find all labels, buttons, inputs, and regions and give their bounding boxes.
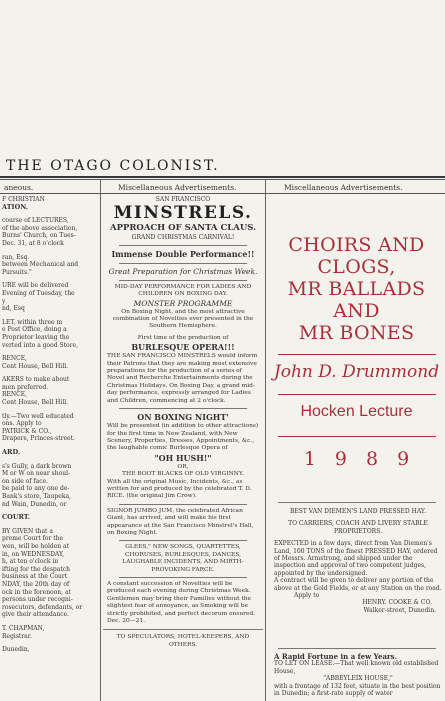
left-column-line: NDAY, the 20th day of: [2, 580, 70, 588]
left-column-line: ATION.: [2, 202, 29, 211]
ad-heading: APPROACH OF SANTA CLAUS.: [109, 223, 257, 234]
ad-line: On Boxing Night, and the most attractive combination of Novelties ever presented in the Southern Hemisphere.: [112, 308, 254, 330]
ad-line: Apply to: [294, 592, 320, 600]
colhead-rule: [0, 193, 445, 194]
left-column-line: be paid to any one de-: [2, 485, 70, 493]
separator: [119, 245, 247, 246]
left-column-line: Dec. 31, at 8 o'clock: [2, 239, 64, 247]
left-column-line: h, at ten o'clock in: [2, 558, 59, 566]
left-column-line: rosecutors, defendants, or: [2, 603, 83, 611]
left-column-line: nd Wain, Dunedin, or: [2, 500, 67, 508]
author-rule: [278, 394, 436, 395]
left-column-line: Proprietor leaving the: [2, 333, 70, 341]
lecture-name: Hocken Lecture: [300, 403, 413, 420]
left-column-line: nd, Esq: [2, 305, 25, 313]
ad-body: A contract will be given to deliver any portion of the above at the Gold Fields, or at any Station on the road.: [274, 577, 442, 592]
left-column-line: Cent House, Bell Hill.: [2, 362, 69, 370]
left-column-line: Burns' Church, on Tues-: [2, 232, 76, 240]
left-column-line: ifting for the despatch: [2, 565, 70, 573]
separator: [119, 540, 247, 541]
left-column-line: ran, Esq.: [2, 253, 30, 261]
ad-body: Will be presented (in addition to other attractions) for the first time in New Zealand, with New Scenery, Properties, Dresses, Appointments, &c., the laughable comic Burlesque Opera of: [107, 423, 259, 452]
ad-heading: BURLESQUE OPERA!!!: [131, 342, 235, 353]
left-column-line: ock in the forenoon, at: [2, 588, 71, 596]
left-column-line: Cent House, Bell Hill.: [2, 399, 69, 407]
separator: [119, 263, 247, 264]
ad-body: EXPECTED in a few days, direct from Van Diemen's Land, 100 TONS of the finest PRESSED HAY, ordered of Messrs. Armstrong, and shipped under the inspection and approval of two competent judges, appointed by the undersigned.: [274, 540, 438, 577]
left-column-line: Bank's store, Taupeka,: [2, 493, 71, 500]
ad-rule: [278, 648, 436, 649]
ad-body: THE SAN FRANCISCO MINSTRELS would inform their Patrons that they are making most extensive preparations for the production of a series of Novel and Recherche Entertainments during the Christmas Holidays. On Boxing Day, a grand mid-day performance, expressly arranged for Ladies and Children, commencing at 2 o'clock.: [107, 353, 258, 404]
left-column-line: ons. Apply to: [2, 420, 42, 428]
ad-line: First time of the production of: [137, 334, 229, 341]
column-head-middle: Miscellaneous Advertisements.: [118, 183, 237, 192]
left-column-line: tly.—Two well educated: [2, 412, 74, 420]
column-divider: [265, 180, 266, 701]
ad-subheading: TO CARRIERS, COACH AND LIVERY STABLE PROPRIETORS.: [288, 520, 428, 535]
separator: [119, 577, 247, 578]
ad-signature: Walker-street, Dunedin.: [363, 606, 436, 614]
ad-line: THE BOOT BLACKS OF OLD VIRGINNY.: [122, 471, 244, 478]
left-column-line: Evening of Tuesday, the: [2, 289, 75, 297]
ad-line: TO SPECULATORS, HOTEL-KEEPERS, AND OTHERS.: [116, 634, 250, 648]
left-column-line: URE will be delivered: [2, 282, 69, 290]
left-column: [0, 196, 98, 701]
left-column-line: business at the Court: [2, 573, 68, 581]
left-column-line: AKERS to make about: [2, 376, 70, 384]
ad-body: TO LET ON LEASE.—That well known old established House,: [274, 660, 439, 675]
column-divider: [100, 180, 101, 701]
ad-body: With all the original Music, Incidents, &c., as written for and produced by the celebrated T. D. RICE. (the original Jim Crow).: [107, 478, 252, 500]
ad-line: SAN FRANCISCO: [155, 196, 211, 203]
left-column-line: give their attendance.: [2, 611, 70, 619]
ad-line: Great Preparation for Christmas Week.: [108, 266, 258, 276]
left-column-line: preme Court for the: [2, 535, 64, 543]
ad-heading: MONSTER PROGRAMME: [133, 298, 233, 308]
left-column-line: Registrar.: [2, 632, 32, 640]
masthead-rule-thin: [0, 179, 445, 180]
book-title: [268, 234, 445, 344]
left-column-line: y: [2, 297, 6, 305]
ad-line: MID-DAY PERFORMANCE FOR LADIES AND CHILDREN ON BOXING DAY.: [114, 283, 252, 298]
ad-line: OR,: [177, 463, 189, 470]
author-name: John D. Drummond: [273, 362, 440, 382]
ad-line: GRAND CHRISTMAS CARNIVAL!: [131, 234, 235, 242]
lecture-rule: [278, 436, 436, 437]
title-line: CHOIRS AND: [288, 234, 425, 256]
ad-line: Dec. 20—21.: [107, 618, 146, 625]
separator: [119, 280, 247, 281]
separator: [119, 408, 247, 409]
ad-heading: "OH HUSH!": [154, 452, 212, 463]
title-line: MR BALLADS: [287, 278, 426, 300]
middle-column: [103, 196, 263, 701]
publication-year: 1989: [303, 448, 429, 470]
left-column-line: F CHRISTIAN: [2, 196, 45, 203]
left-column-line: RENCE,: [2, 355, 28, 363]
column-head-left: aneous.: [4, 183, 34, 192]
title-rule: [278, 354, 436, 355]
separator: [103, 629, 263, 630]
left-column-line: verted into a good Store,: [2, 341, 78, 349]
left-column-line: between Mechanical and: [2, 261, 79, 269]
separator: [119, 504, 247, 505]
left-column-line: s's Gully, a dark brown: [2, 462, 72, 470]
left-column-line: course of LECTURES,: [2, 217, 69, 225]
ad-heading: BEST VAN DIEMEN'S LAND PRESSED HAY.: [289, 508, 427, 515]
newspaper-masthead: [0, 158, 445, 178]
lease-advertisement: [274, 653, 442, 697]
left-column-line: men preferred.: [2, 383, 49, 391]
ad-body: Gentlemen may bring their Families without the slightest fear of annoyance, as Smoking will be strictly prohibited, and perfect decorum ensured.: [107, 595, 256, 617]
left-column-line: PATRICK & CO.,: [2, 427, 52, 435]
minstrels-heading: MINSTRELS.: [113, 203, 253, 224]
left-column-line: persons under recogni-: [2, 596, 73, 604]
left-column-line: in, on WEDNESDAY,: [2, 550, 65, 558]
ad-heading: "ABBEYLEIX HOUSE,": [323, 675, 393, 683]
left-column-line: COURT.: [2, 513, 31, 522]
right-column: [268, 196, 445, 701]
left-column-line: LET, within three m: [2, 318, 63, 326]
masthead-name: THE OTAGO COLONIST.: [6, 158, 220, 174]
ad-body: SIGNOR JUMBO JUM, the celebrated African Giant, has arrived, and will make his first appearance at the San Francisco Minstrel's Hall, on Boxing Night.: [107, 507, 254, 536]
left-column-line: wen, will be holden at: [2, 542, 70, 550]
masthead-rule: [0, 176, 445, 178]
left-column-line: on side of face.: [2, 477, 49, 485]
left-column-line: Drapers, Princes-street.: [2, 435, 75, 443]
hay-advertisement: [274, 508, 442, 614]
ad-signature: HENRY. COOKE & CO.: [362, 599, 432, 607]
left-column-line: BY GIVEN that a: [2, 527, 53, 535]
ad-body: with a frontage of 132 feet, situate in the best position in Dunedin; a first-rate supply of water: [274, 682, 441, 698]
title-line: CLOGS,: [317, 256, 396, 278]
column-head-right: Miscellaneous Advertisements.: [284, 183, 403, 192]
ad-heading: A Rapid Fortune in a few Years.: [274, 652, 398, 661]
left-column-line: RENCE,: [2, 391, 28, 399]
ad-body: A constant succession of Novelties will be produced each evening during Christmas Week.: [107, 581, 251, 595]
left-column-line: M or W on near shoul-: [2, 470, 71, 478]
ad-rule: [278, 502, 436, 503]
ad-heading: ON BOXING NIGHT': [137, 412, 229, 423]
title-line: AND: [333, 300, 380, 322]
left-column-line: Pursuits.": [2, 268, 32, 276]
left-column-line: T. CHAPMAN,: [2, 624, 45, 632]
title-line: MR BONES: [298, 322, 415, 344]
ad-line: GLEES," NEW SONGS, QUARTETTES, CHORUSES, BURLESQUES, DANCES, LAUGHABLE INCIDENTS, AND MIRTH-PROVOKING FARCE.: [122, 544, 244, 573]
left-column-line: ARD.: [2, 448, 21, 457]
left-column-line: Dunedin,: [2, 646, 30, 654]
ad-heading: Immense Double Performance!!: [111, 248, 255, 259]
left-column-line: of the above association,: [2, 224, 78, 232]
left-column-line: e Post Office, doing a: [2, 326, 67, 334]
